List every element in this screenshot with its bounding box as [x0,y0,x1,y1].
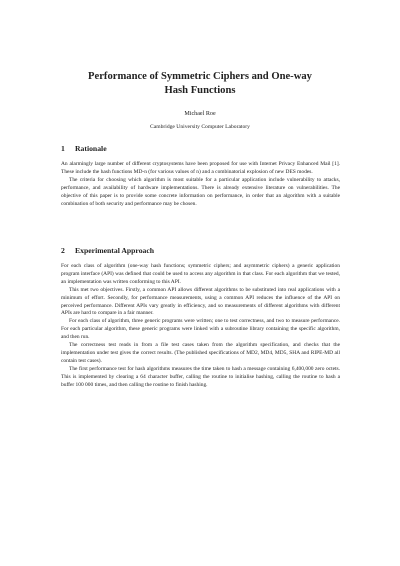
section-number: 2 [61,246,65,255]
paper-title [60,70,340,97]
paragraph: For each class of algorithm (one-way hash functions; symmetric ciphers; and asymmetric ciphers) a generic application program interface (API) was defined that could be used to access any algorithm in that class. For each algorithm that we tested, an implementation was written conforming to this API. [61,263,340,285]
section-heading-experimental-approach [61,246,154,255]
section-title: Rationale [75,144,107,153]
paragraph: The criteria for choosing which algorithm is most suitable for a particular application include vulnerability to attacks, performance, and availability of hardware implementations. There is already extensive literature on vulnerabilities. The objective of this paper is to provide some concrete information on performance, in order that an algorithm with a suitable combination of both security and performance may be chosen. [61,176,340,207]
paragraph: The correctness test reads in from a file test cases taken from the algorithm specification, and checks that the implementation under test gives the correct results. (The published specifications of MD2, MD4, MD5, SHA and RIPE-MD all contain test cases). [61,342,340,364]
author-affiliation: Cambridge University Computer Laboratory [150,124,250,130]
author-name: Michael Roe [184,111,216,117]
paragraph: For each class of algorithm, three generic programs were written; one to test correctness, and two to measure performance. For each particular algorithm, these generic programs were linked with a subroutine library containing the specific algorithm, and then run. [61,318,340,341]
title-line-2: Hash Functions [164,84,236,96]
section-heading-rationale [61,144,107,153]
title-line-1: Performance of Symmetric Ciphers and One-way [88,71,312,82]
section-body-rationale [61,161,340,208]
section-body-experimental-approach [61,263,340,390]
section-title: Experimental Approach [75,246,155,255]
paragraph: This met two objectives. Firstly, a common API allows different algorithms to be substituted into real applications with a minimum of effort. Secondly, for performance measurements, using a common API reduces the influence of the API on perceived performance. Different APIs vary greatly in efficiency, and so measurements of different algorithms with different APIs are hard to compare in a fair manner. [61,286,340,317]
paragraph: The first performance test for hash algorithms measures the time taken to hash a message containing 6,400,000 zero octets. This is implemented by clearing a 64 character buffer, calling the routine to initialise hashing, calling the routine to hash a buffer 100 000 times, and then calling the routine to finish hashing. [61,365,340,388]
paragraph: An alarmingly large number of different cryptosystems have been proposed for use with Internet Privacy Enhanced Mail [1]. These include the hash functions MD-n (for various values of n) and a combinatorial explosion of new DES modes. [61,161,340,175]
section-number: 1 [61,144,65,153]
